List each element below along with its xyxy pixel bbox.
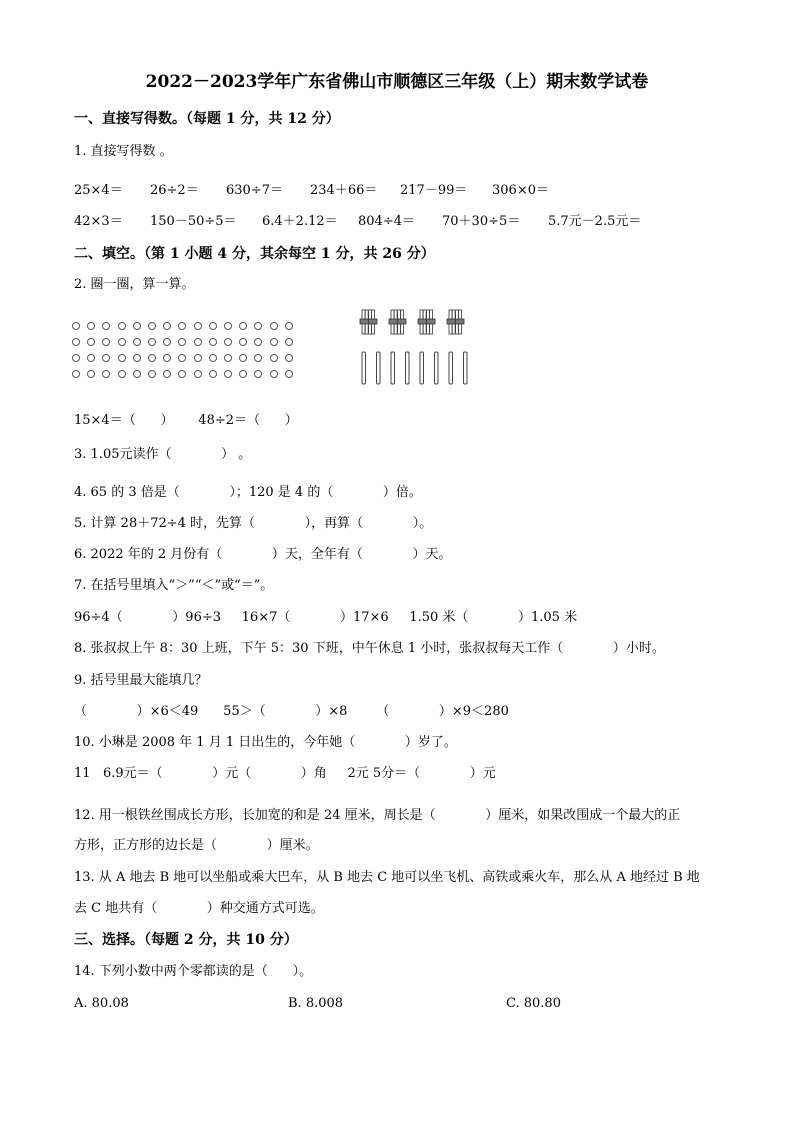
circle-dot bbox=[72, 370, 80, 378]
circle-dot bbox=[118, 338, 126, 346]
circle-dot bbox=[148, 370, 156, 378]
q1-item: 630÷7＝ bbox=[226, 183, 283, 198]
q5: 5. 计算 28＋72÷4 时，先算（ ），再算（ ）。 bbox=[74, 516, 433, 531]
section-1-heading: 一、直接写得数。（每题 1 分，共 12 分） bbox=[74, 111, 340, 127]
circle-dot bbox=[270, 322, 278, 330]
q1-item: 70＋30÷5＝ bbox=[442, 214, 521, 229]
q1-item: 804÷4＝ bbox=[358, 214, 415, 229]
section-2-heading: 二、填空。（第 1 小题 4 分，其余每空 1 分，共 26 分） bbox=[74, 246, 435, 262]
circle-dot bbox=[285, 322, 293, 330]
circle-dot bbox=[87, 338, 95, 346]
circle-dot bbox=[239, 338, 247, 346]
q6: 6. 2022 年的 2 月份有（ ）天，全年有（ ）天。 bbox=[74, 547, 452, 562]
q4: 4. 65 的 3 倍是（ ）；120 是 4 的（ ）倍。 bbox=[74, 485, 422, 500]
circle-dot bbox=[118, 354, 126, 362]
q1-item: 5.7元－2.5元＝ bbox=[548, 214, 642, 229]
q1-item: 26÷2＝ bbox=[150, 183, 199, 198]
circle-dot bbox=[254, 354, 262, 362]
loose-stick bbox=[377, 352, 381, 384]
q7-prompt: 7. 在括号里填入“＞”“＜”或“＝”。 bbox=[74, 578, 274, 593]
circle-dot bbox=[102, 370, 110, 378]
q1-item: 150－50÷5＝ bbox=[150, 214, 237, 229]
circle-dot bbox=[118, 370, 126, 378]
q1-prompt: 1. 直接写得数 。 bbox=[74, 144, 173, 159]
q14-prompt: 14. 下列小数中两个零都读的是（ ）。 bbox=[74, 964, 313, 979]
loose-stick bbox=[449, 352, 453, 384]
q9-items: （ ）×6＜49 55＞（ ）×8 （ ）×9＜280 bbox=[74, 704, 509, 719]
circle-dot bbox=[133, 354, 141, 362]
circle-dot bbox=[239, 370, 247, 378]
circle-dot bbox=[194, 354, 202, 362]
circle-dot bbox=[102, 322, 110, 330]
stick-bundle bbox=[447, 310, 464, 334]
circle-dot bbox=[224, 354, 232, 362]
circle-dot bbox=[148, 338, 156, 346]
circle-dot bbox=[133, 322, 141, 330]
circle-dot bbox=[270, 354, 278, 362]
loose-stick bbox=[406, 352, 410, 384]
circle-dot bbox=[102, 354, 110, 362]
q13-line1: 13. 从 A 地去 B 地可以坐船或乘大巴车，从 B 地去 C 地可以坐飞机、高铁或乘火车，那么从 A 地经过 B 地 bbox=[74, 870, 700, 885]
q14-option-a[interactable]: A. 80.08 bbox=[74, 996, 129, 1011]
q1-item: 217－99＝ bbox=[400, 183, 468, 198]
q12-line2: 方形，正方形的边长是（ ）厘米。 bbox=[74, 838, 319, 853]
circle-dot bbox=[163, 370, 171, 378]
q3: 3. 1.05元读作（ ） 。 bbox=[74, 447, 252, 462]
circle-dot bbox=[178, 354, 186, 362]
circle-dot bbox=[178, 338, 186, 346]
loose-stick bbox=[435, 352, 439, 384]
q1-item: 42×3＝ bbox=[74, 214, 123, 229]
circle-dot bbox=[209, 354, 217, 362]
circle-dot bbox=[285, 354, 293, 362]
circle-dot bbox=[285, 338, 293, 346]
q8: 8. 张叔叔上午 8：30 上班，下午 5：30 下班，中午休息 1 小时，张叔叔每天工作（ ）小时。 bbox=[74, 641, 665, 656]
q9-prompt: 9. 括号里最大能填几？ bbox=[74, 673, 208, 688]
loose-stick bbox=[391, 352, 395, 384]
circle-dot bbox=[270, 338, 278, 346]
circle-dots-figure bbox=[72, 322, 302, 386]
circle-dot bbox=[270, 370, 278, 378]
circle-dot bbox=[72, 354, 80, 362]
circle-dot bbox=[163, 322, 171, 330]
circle-dot bbox=[209, 338, 217, 346]
circle-dot bbox=[239, 322, 247, 330]
section-3-heading: 三、选择。（每题 2 分，共 10 分） bbox=[74, 932, 298, 948]
q1-item: 234＋66＝ bbox=[310, 183, 378, 198]
circle-dot bbox=[239, 354, 247, 362]
circle-dot bbox=[163, 338, 171, 346]
circle-dot bbox=[209, 322, 217, 330]
loose-stick bbox=[362, 352, 366, 384]
stick-bundle bbox=[389, 310, 406, 334]
stick-bundles-figure bbox=[356, 308, 486, 390]
circle-dot bbox=[224, 370, 232, 378]
circle-dot bbox=[148, 322, 156, 330]
circle-dot bbox=[254, 338, 262, 346]
q10: 10. 小琳是 2008 年 1 月 1 日出生的，今年她（ ）岁了。 bbox=[74, 735, 457, 750]
circle-dot bbox=[148, 354, 156, 362]
circle-dot bbox=[163, 354, 171, 362]
q1-item: 25×4＝ bbox=[74, 183, 123, 198]
q14-option-c[interactable]: C. 80.80 bbox=[506, 996, 561, 1011]
q2-prompt: 2. 圈一圈，算一算。 bbox=[74, 277, 195, 292]
q12-line1: 12. 用一根铁丝围成长方形，长加宽的和是 24 厘米，周长是（ ）厘米，如果改围成一个最大的正 bbox=[74, 808, 681, 823]
circle-dot bbox=[133, 370, 141, 378]
circle-dot bbox=[87, 370, 95, 378]
circle-dot bbox=[87, 322, 95, 330]
circle-dot bbox=[87, 354, 95, 362]
circle-dot bbox=[118, 322, 126, 330]
q11: 11 6.9元＝（ ）元（ ）角 2元 5分＝（ ）元 bbox=[74, 766, 496, 781]
q2-answers: 15×4＝（ ） 48÷2＝（ ） bbox=[74, 413, 298, 428]
q1-item: 6.4＋2.12＝ bbox=[262, 214, 338, 229]
circle-dot bbox=[209, 370, 217, 378]
circle-dot bbox=[102, 338, 110, 346]
loose-stick bbox=[420, 352, 424, 384]
circle-dot bbox=[133, 338, 141, 346]
circle-dot bbox=[72, 338, 80, 346]
circle-dot bbox=[194, 370, 202, 378]
circle-dot bbox=[224, 338, 232, 346]
q7-items: 96÷4（ ）96÷3 16×7（ ）17×6 1.50 米（ ）1.05 米 bbox=[74, 610, 578, 625]
page-title: 2022－2023学年广东省佛山市顺德区三年级（上）期末数学试卷 bbox=[145, 72, 649, 92]
circle-dot bbox=[194, 338, 202, 346]
q14-option-b[interactable]: B. 8.008 bbox=[288, 996, 344, 1011]
circle-dot bbox=[178, 370, 186, 378]
q13-line2: 去 C 地共有（ ）种交通方式可选。 bbox=[74, 901, 324, 916]
stick-bundle bbox=[360, 310, 377, 334]
circle-dot bbox=[285, 370, 293, 378]
loose-stick bbox=[464, 352, 468, 384]
q1-item: 306×0＝ bbox=[492, 183, 549, 198]
circle-dot bbox=[72, 322, 80, 330]
stick-bundle bbox=[418, 310, 435, 334]
circle-dot bbox=[254, 370, 262, 378]
circle-dot bbox=[194, 322, 202, 330]
circle-dot bbox=[254, 322, 262, 330]
circle-dot bbox=[224, 322, 232, 330]
circle-dot bbox=[178, 322, 186, 330]
